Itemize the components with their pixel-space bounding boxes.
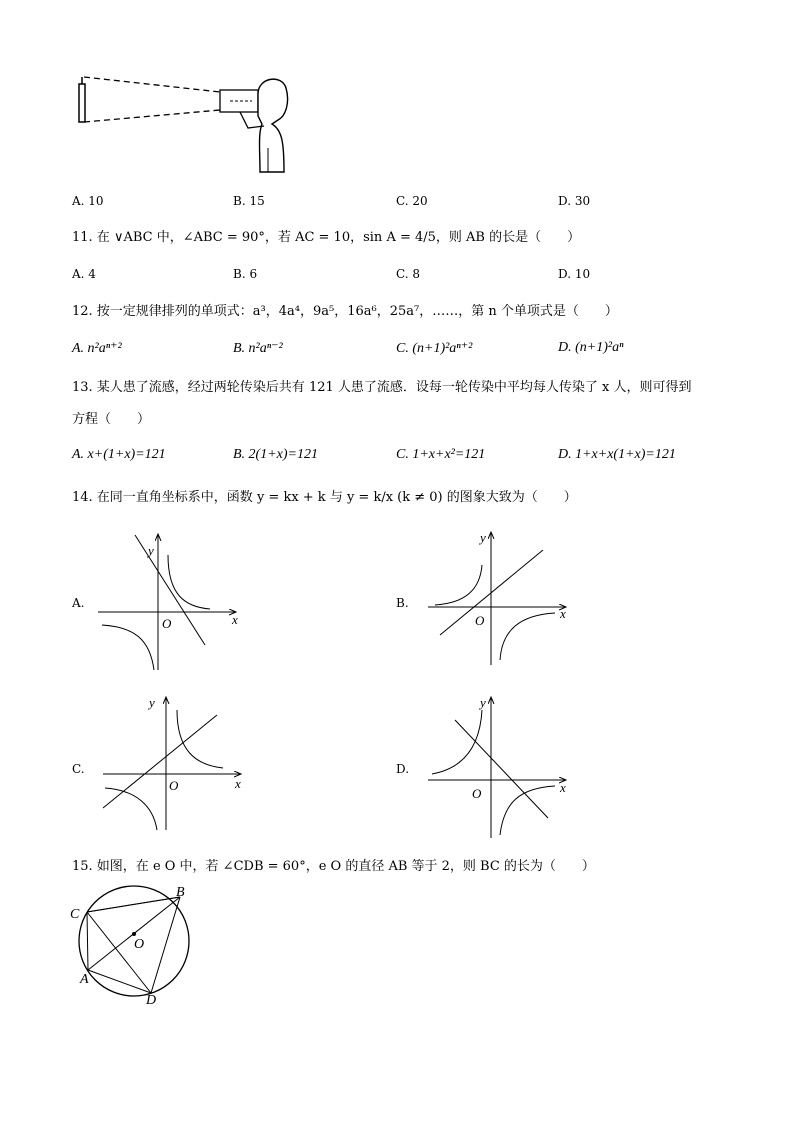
graph-c-x-label: x	[235, 776, 241, 791]
graph-a-origin: O	[162, 616, 172, 631]
graph-b-x-label: x	[560, 606, 566, 621]
graph-d-x-label: x	[560, 780, 566, 795]
graph-b	[420, 525, 580, 670]
q12-option-c: C. (n+1)²aⁿ⁺²	[396, 341, 473, 356]
graph-d-label: D.	[396, 762, 410, 776]
graph-a-x-label: x	[232, 612, 238, 627]
graph-c-label: C.	[72, 762, 85, 776]
q10-option-c: C. 20	[396, 194, 428, 208]
graph-d	[420, 690, 580, 840]
q10-option-d: D. 30	[558, 194, 591, 208]
q15-stem	[72, 857, 595, 877]
graph-a-y-label: y	[148, 543, 154, 558]
q12-stem	[72, 302, 618, 322]
graph-b-label: B.	[396, 596, 409, 610]
q11-option-b: B. 6	[233, 267, 258, 281]
graph-c-y-label: y	[149, 695, 155, 710]
pinhole-figure	[72, 72, 292, 182]
graph-d-origin: O	[472, 786, 482, 801]
graph-c-origin: O	[169, 778, 179, 793]
q13-stem-line1: 13. 某人患了流感，经过两轮传染后共有 121 人患了流感．设每一轮传染中平均每人传染了 x 人，则可得到	[72, 380, 692, 395]
q12-option-d: D. (n+1)²aⁿ	[558, 340, 624, 355]
q13-option-a: A. x+(1+x)=121	[72, 447, 166, 462]
q11-option-a: A. 4	[72, 267, 96, 281]
q13-stem-line2: 方程（ ）	[72, 412, 151, 427]
graph-b-y-label: y	[480, 530, 486, 545]
q12-text: 12. 按一定规律排列的单项式：a³，4a⁴，9a⁵，16a⁶，25a⁷，……，第 n 个单项式是（ ）	[72, 304, 618, 319]
point-a-label: A	[80, 972, 89, 987]
q12-option-b: B. n²aⁿ⁻²	[233, 341, 283, 356]
q13-option-b: B. 2(1+x)=121	[233, 447, 318, 462]
q14-stem	[72, 488, 577, 508]
q11-stem	[72, 228, 580, 248]
graph-a-label: A.	[72, 596, 85, 610]
q11-text: 11. 在 ∨ABC 中，∠ABC = 90°，若 AC = 10，sin A = 4/5，则 AB 的长是（ ）	[72, 230, 581, 245]
q10-option-a: A. 10	[72, 194, 104, 208]
graph-c	[95, 690, 255, 835]
q13-option-c: C. 1+x+x²=121	[396, 447, 486, 462]
q11-option-d: D. 10	[558, 267, 591, 281]
q15-text: 15. 如图，在 e O 中，若 ∠CDB = 60°，e O 的直径 AB 等于 2，则 BC 的长为（ ）	[72, 859, 595, 874]
q14-text: 14. 在同一直角坐标系中，函数 y = kx + k 与 y = k/x (k ≠ 0) 的图象大致为（ ）	[72, 490, 577, 505]
circle-figure	[66, 882, 206, 1012]
point-d-label: D	[146, 993, 157, 1008]
graph-d-y-label: y	[480, 695, 486, 710]
point-c-label: C	[70, 907, 80, 922]
point-b-label: B	[176, 885, 185, 900]
q10-option-b: B. 15	[233, 194, 265, 208]
q12-option-a: A. n²aⁿ⁺²	[72, 341, 122, 356]
q11-option-c: C. 8	[396, 267, 421, 281]
point-o-label: O	[134, 937, 145, 952]
graph-a	[90, 525, 250, 675]
q13-option-d: D. 1+x+x(1+x)=121	[558, 447, 676, 462]
graph-b-origin: O	[475, 613, 485, 628]
